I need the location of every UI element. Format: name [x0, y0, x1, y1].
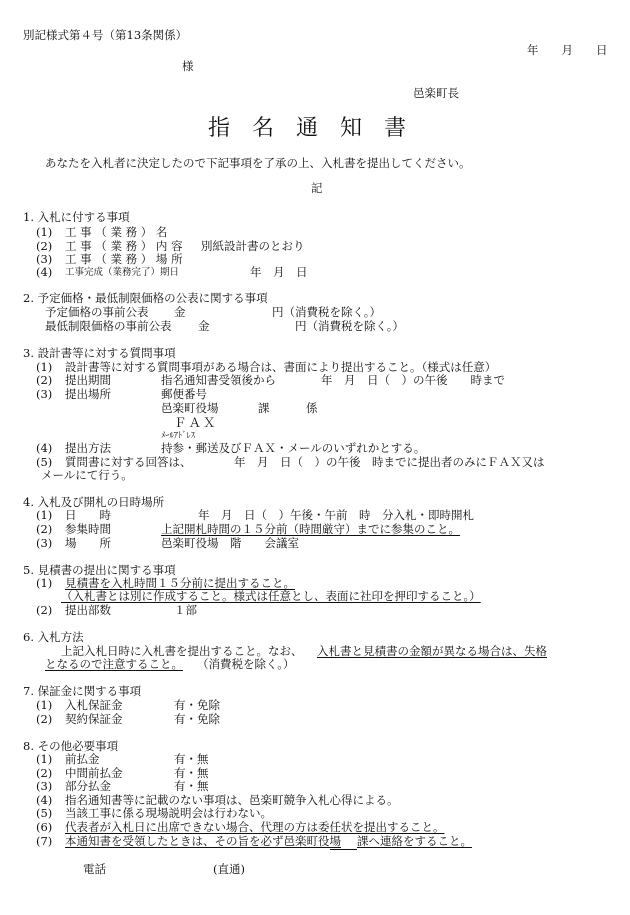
item-number: (4)	[36, 265, 53, 279]
bid-bond-label: 入札保証金	[65, 698, 123, 712]
submission-method-label: 提出方法	[65, 441, 111, 455]
email-address-label: ﾒｰﾙｱﾄﾞﾚｽ	[161, 431, 196, 441]
issue-date: 年 月 日	[527, 43, 608, 57]
bid-place-label: 場 所	[65, 536, 111, 550]
ki-marker: 記	[311, 181, 323, 195]
question-rule-text: 設計書等に対する質問事項がある場合は、書面により提出すること。（様式は任意）	[65, 360, 497, 374]
assembly-time-label: 参集時間	[65, 522, 111, 536]
submission-period-start: 指名通知書受領後から	[161, 373, 276, 387]
intro-text: あなたを入札者に決定したので下記事項を了承の上、入札書を提出してください。	[45, 156, 471, 170]
assembly-time-value: 上記開札時間の１５分前（時間厳守）までに参集のこと。	[161, 522, 460, 536]
bid-datetime-value: 年 月 日（ ）午後・午前 時 分入札・即時開札	[198, 508, 474, 522]
estimate-rule-text: 見積書を入札時間１５分前に提出すること。	[65, 576, 295, 590]
section-4-heading: 4. 入札及び開札の日時場所	[23, 495, 165, 509]
section-2-heading: 2. 予定価格・最低制限価格の公表に関する事項	[23, 291, 268, 305]
document-title: 指名通知書	[208, 116, 429, 141]
item-number: (2)	[36, 522, 53, 536]
completion-date-label: 工事完成（業務完了）期日	[65, 267, 180, 278]
section-5-heading: 5. 見積書の提出に関する事項	[23, 563, 176, 577]
direct-line-note: (直通)	[213, 862, 245, 876]
postal-code-label: 郵便番号	[161, 387, 207, 401]
item-number: (2)	[36, 766, 53, 780]
item-number: (3)	[36, 536, 53, 550]
answer-text-b: 年 月 日（ ）の午後 時までに提出者のみにＦＡＸ又は	[234, 455, 545, 469]
bid-method-text-a: 上記入札日時に入札書を提出すること。なお、	[61, 644, 303, 658]
planned-price-label: 予定価格の事前公表	[45, 305, 149, 319]
bid-place-value: 邑楽町役場 階 会議室	[161, 536, 299, 550]
project-place-label: 工 事 （ 業 務 ） 場 所	[65, 252, 183, 266]
advance-payment-value: 有・無	[174, 752, 209, 766]
item-number: (2)	[36, 603, 53, 617]
project-content-value: 別紙設計書のとおり	[201, 239, 305, 253]
item-number: (4)	[36, 793, 53, 807]
submission-method-value: 持参・郵送及びＦＡＸ・メールのいずれかとする。	[161, 441, 426, 455]
copies-label: 提出部数	[65, 603, 111, 617]
item-number: (4)	[36, 441, 53, 455]
section-8-heading: 8. その他必要事項	[23, 739, 119, 753]
section-1-heading: 1. 入札に付する事項	[23, 210, 130, 224]
project-content-label: 工 事 （ 業 務 ） 内 容	[65, 239, 183, 253]
copies-value: １部	[174, 603, 197, 617]
town-office-label: 邑楽町役場	[161, 401, 219, 415]
item-number: (1)	[36, 698, 53, 712]
submission-place-label: 提出場所	[65, 387, 111, 401]
submission-period-end: 年 月 日（ ）の午後 時まで	[321, 373, 505, 387]
item-number: (3)	[36, 252, 53, 266]
fax-label: ＦＡＸ	[174, 415, 218, 430]
partial-payment-label: 部分払金	[65, 779, 111, 793]
answer-text-c: メールにて行う。	[41, 468, 133, 482]
item-number: (6)	[36, 820, 53, 834]
completion-date-value: 年 月 日	[250, 265, 308, 279]
form-identifier: 別記様式第４号（第13条関係）	[23, 28, 188, 42]
section-7-heading: 7. 保証金に関する事項	[23, 684, 142, 698]
interim-payment-label: 中間前払金	[65, 766, 123, 780]
addressee-suffix: 様	[182, 59, 194, 73]
item-number: (1)	[36, 225, 53, 239]
project-name-label: 工 事 （ 業 務 ） 名	[65, 225, 168, 239]
bid-bond-value: 有・免除	[174, 698, 220, 712]
contact-rule-text-b: 課へ連絡をすること。	[357, 834, 472, 848]
min-price-label: 最低制限価格の事前公表	[45, 319, 172, 333]
section-6-heading: 6. 入札方法	[23, 630, 84, 644]
section-3-heading: 3. 設計書等に対する質問事項	[23, 346, 176, 360]
planned-price-yen: 円（消費税を除く。）	[272, 305, 382, 319]
other-rules-text: 指名通知書等に記載のない事項は、邑楽町競争入札心得による。	[65, 793, 399, 807]
item-number: (5)	[36, 455, 53, 469]
section-label: 係	[306, 401, 318, 415]
item-number: (3)	[36, 779, 53, 793]
bid-method-text-d: （消費税を除く。）	[197, 657, 295, 671]
advance-payment-label: 前払金	[65, 752, 100, 766]
item-number: (1)	[36, 576, 53, 590]
bid-datetime-label: 日 時	[65, 508, 111, 522]
item-number: (7)	[36, 834, 53, 848]
item-number: (3)	[36, 387, 53, 401]
item-number: (5)	[36, 806, 53, 820]
item-number: (1)	[36, 360, 53, 374]
contact-rule-blank-underline	[330, 849, 357, 850]
item-number: (1)	[36, 508, 53, 522]
bid-method-text-b: 入札書と見積書の金額が異なる場合は、失格	[317, 644, 547, 658]
answer-text-a: 質問書に対する回答は、	[65, 455, 192, 469]
item-number: (2)	[36, 239, 53, 253]
partial-payment-value: 有・無	[174, 779, 209, 793]
proxy-rule-text: 代表者が入札日に出席できない場合、代理の方は委任状を提出すること。	[65, 820, 445, 834]
interim-payment-value: 有・無	[174, 766, 209, 780]
item-number: (2)	[36, 373, 53, 387]
issuer-name: 邑楽町長	[413, 86, 459, 100]
min-price-yen: 円（消費税を除く。）	[295, 319, 405, 333]
contract-bond-value: 有・免除	[174, 712, 220, 726]
contract-bond-label: 契約保証金	[65, 712, 123, 726]
contact-rule-text-a: 本通知書を受領したときは、その旨を必ず邑楽町役場	[65, 834, 341, 848]
min-price-kin: 金	[198, 319, 210, 333]
bid-method-text-c: となるので注意すること。	[45, 657, 183, 671]
department-label: 課	[258, 401, 270, 415]
planned-price-kin: 金	[174, 305, 186, 319]
site-briefing-text: 当該工事に係る現場説明会は行わない。	[65, 806, 272, 820]
submission-period-label: 提出期間	[65, 373, 111, 387]
phone-label: 電話	[83, 862, 106, 876]
estimate-rule-note: （入札書とは別に作成すること。様式は任意とし、表面に社印を押印すること。）	[61, 589, 481, 603]
item-number: (2)	[36, 712, 53, 726]
item-number: (1)	[36, 752, 53, 766]
